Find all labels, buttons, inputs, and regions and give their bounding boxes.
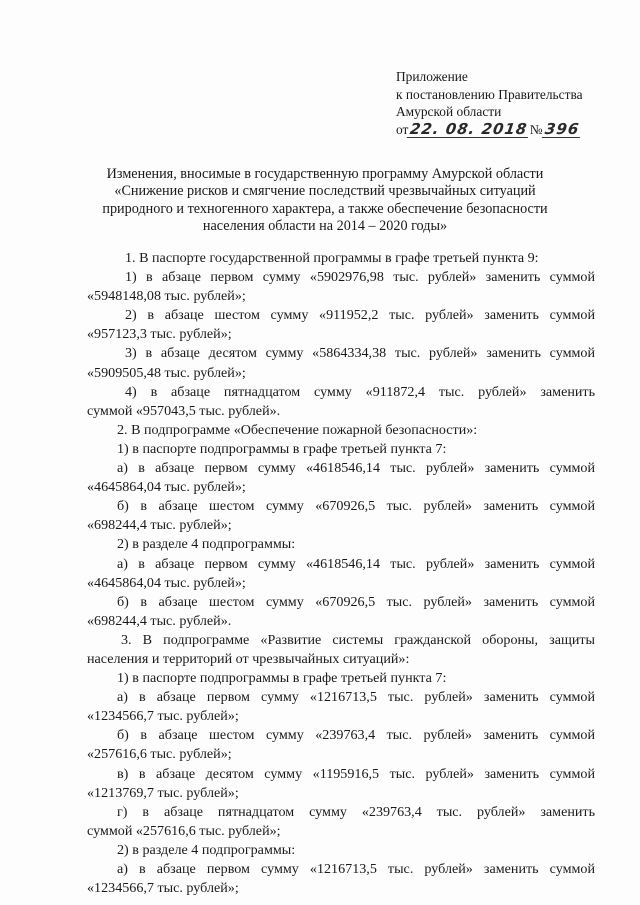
- appendix-date-line: [396, 121, 583, 139]
- body-line: 1) в абзаце первом сумму «5902976,98 тыс. рублей» заменить суммой: [125, 269, 595, 286]
- body-line: б) в абзаце шестом сумму «670926,5 тыс. рублей» заменить суммой: [117, 498, 595, 515]
- title-line-4: населения области на 2014 – 2020 годы»: [202, 217, 448, 234]
- body-line: суммой «257616,6 тыс. рублей»;: [87, 822, 281, 839]
- handwritten-date: 22. 08. 2018: [409, 120, 530, 138]
- body-line: 1) в паспорте подпрограммы в графе третьей пункта 7:: [117, 670, 447, 687]
- appendix-line-2: к постановлению Правительства: [396, 86, 583, 102]
- number-prefix: №: [529, 121, 543, 137]
- body-line: 3) в абзаце десятом сумму «5864334,38 тыс. рублей» заменить суммой: [125, 345, 595, 362]
- document-body: [87, 249, 595, 898]
- body-line: 2. В подпрограмме «Обеспечение пожарной безопасности»:: [117, 421, 478, 438]
- body-line: 1) в паспорте подпрограммы в графе третьей пункта 7:: [117, 440, 447, 457]
- body-line: «1213769,7 тыс. рублей»;: [87, 784, 239, 801]
- body-line: 3. В подпрограмме «Развитие системы гражданской обороны, защиты: [121, 631, 595, 648]
- title-line-3: природного и техногенного характера, а также обеспечение безопасности: [102, 200, 548, 217]
- document-title: [80, 166, 570, 235]
- body-line: 2) в разделе 4 подпрограммы:: [117, 841, 296, 858]
- body-line: «698244,4 тыс. рублей».: [87, 612, 232, 629]
- body-line: «4645864,04 тыс. рублей»;: [87, 574, 246, 591]
- body-line: 2) в разделе 4 подпрограммы:: [117, 536, 296, 553]
- body-line: 1. В паспорте государственной программы в графе третьей пункта 9:: [125, 250, 539, 266]
- handwritten-number: 396: [543, 120, 581, 138]
- body-line: «1234566,7 тыс. рублей»;: [87, 880, 239, 897]
- title-line-1: Изменения, вносимые в государственную программу Амурской области: [106, 166, 544, 182]
- title-line-2: «Снижение рисков и смягчение последствий чрезвычайных ситуаций: [114, 183, 536, 200]
- date-prefix: от: [396, 121, 409, 137]
- body-line: «957123,3 тыс. рублей»;: [87, 326, 232, 343]
- body-line: а) в абзаце первом сумму «4618546,14 тыс. рублей» заменить суммой: [117, 460, 595, 477]
- body-line: б) в абзаце шестом сумму «239763,4 тыс. рублей» заменить суммой: [117, 727, 595, 744]
- body-line: г) в абзаце пятнадцатом сумму «239763,4 тыс. рублей» заменить: [117, 803, 595, 820]
- body-line: а) в абзаце первом сумму «1216713,5 тыс. рублей» заменить суммой: [117, 689, 595, 706]
- appendix-line-1: Приложение: [396, 69, 468, 84]
- body-line: а) в абзаце первом сумму «4618546,14 тыс. рублей» заменить суммой: [117, 555, 595, 572]
- body-line: суммой «957043,5 тыс. рублей».: [87, 402, 281, 419]
- body-line: а) в абзаце первом сумму «1216713,5 тыс. рублей» заменить суммой: [117, 861, 595, 877]
- body-line: в) в абзаце десятом сумму «1195916,5 тыс. рублей» заменить суммой: [117, 765, 595, 782]
- body-line: 2) в абзаце шестом сумму «911952,2 тыс. рублей» заменить суммой: [125, 307, 595, 324]
- body-line: 4) в абзаце пятнадцатом сумму «911872,4 тыс. рублей» заменить: [125, 383, 595, 400]
- body-line: «4645864,04 тыс. рублей»;: [87, 479, 246, 496]
- body-line: населения и территорий от чрезвычайных ситуаций»:: [87, 650, 410, 667]
- body-line: «698244,4 тыс. рублей»;: [87, 517, 232, 534]
- body-line: «5948148,08 тыс. рублей»;: [87, 288, 246, 305]
- body-line: «257616,6 тыс. рублей»;: [87, 746, 232, 763]
- body-line: «5909505,48 тыс. рублей»;: [87, 364, 246, 381]
- appendix-header: [396, 68, 583, 138]
- body-line: «1234566,7 тыс. рублей»;: [87, 708, 239, 725]
- body-line: б) в абзаце шестом сумму «670926,5 тыс. рублей» заменить суммой: [117, 593, 595, 610]
- appendix-line-3: Амурской области: [396, 104, 502, 119]
